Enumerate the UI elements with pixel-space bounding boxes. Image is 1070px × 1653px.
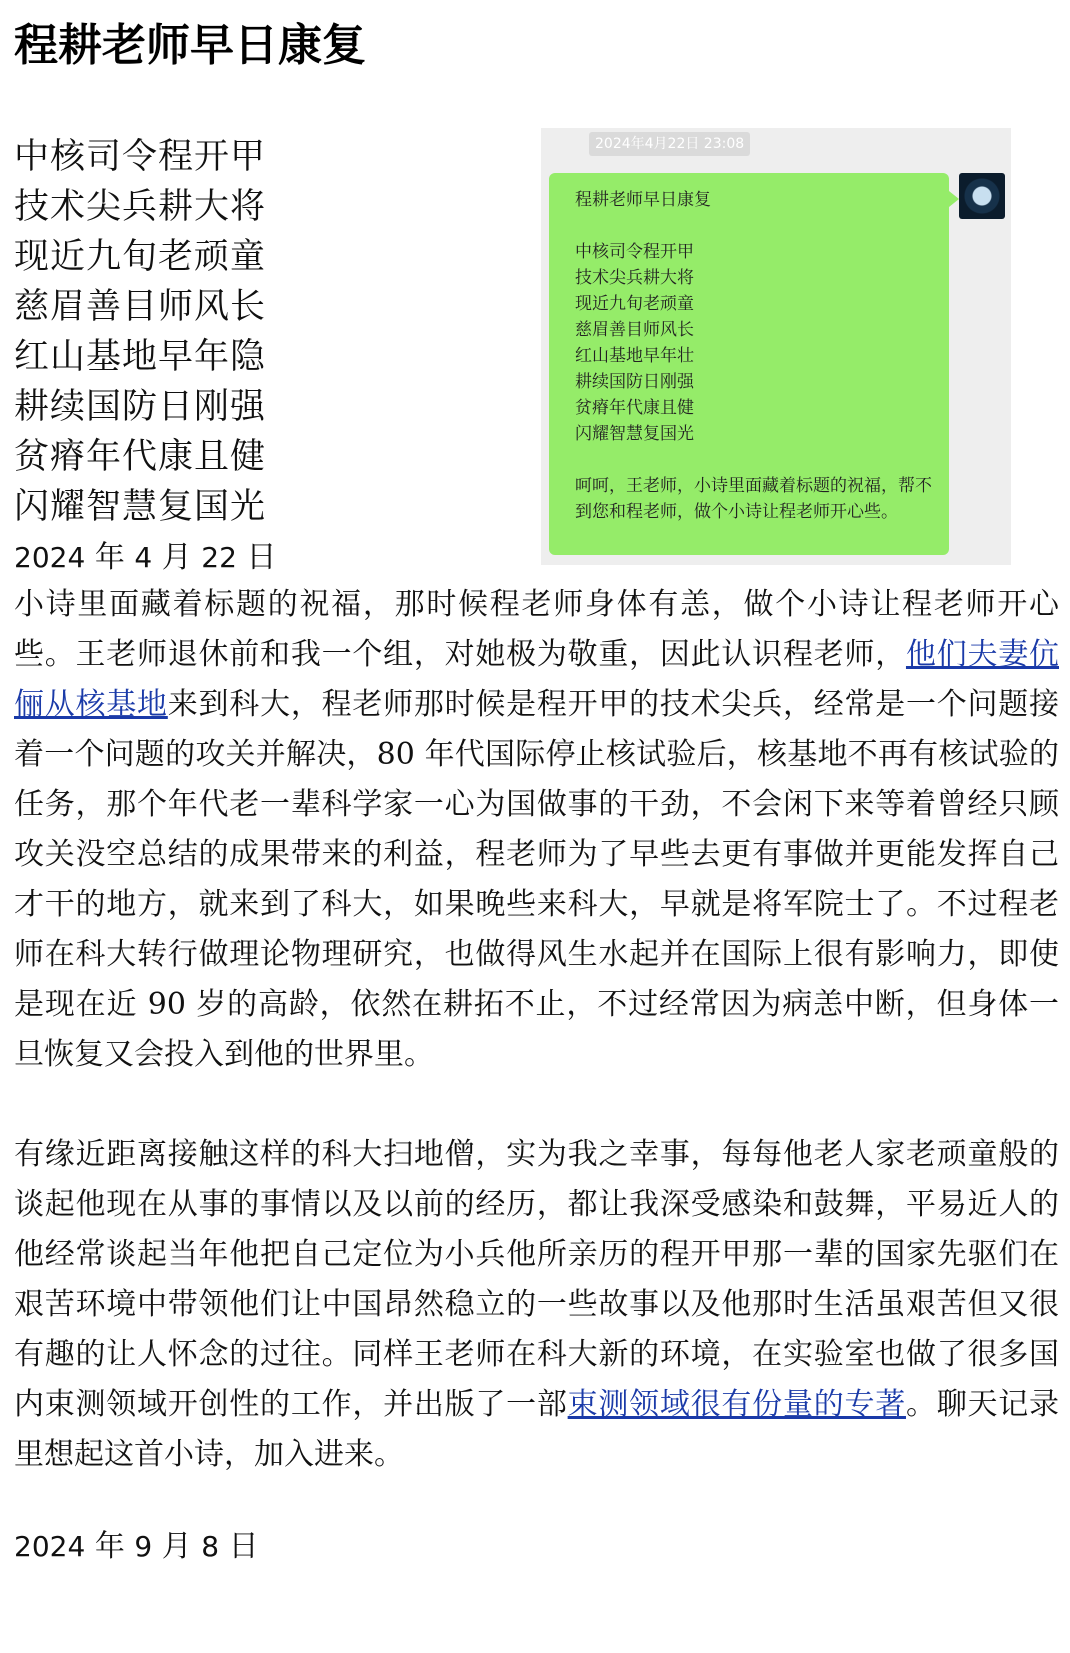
poem-line: 现近九旬老顽童 — [14, 237, 267, 277]
poem-line: 贫瘠年代康且健 — [14, 437, 267, 477]
core-base-link[interactable]: 他们夫妻伉俪从核基地 — [14, 637, 1059, 722]
paragraph-2: 有缘近距离接触这样的科大扫地僧，实为我之幸事，每每他老人家老顽童般的谈起他现在从事的事情以及以前的经历，都让我深受感染和鼓舞，平易近人的他经常谈起当年他把自己定位为小兵他所亲历的程开甲那一辈的国家先驱们在艰苦环境中带领他们让中国昂然稳立的一些故事以及他那时生活虽艰苦但又很有趣的让人怀念的过往。同样王老师在科大新的环境，在实验室也做了很多国内束测领域开创性的工作，并出版了一部束测领域很有份量的专著。聊天记录里想起这首小诗，加入进来。 — [14, 1137, 1060, 1472]
poem-line: 耕续国防日刚强 — [14, 387, 267, 427]
chat-poem-line: 耕续国防日刚强 — [575, 372, 694, 392]
chat-poem-line: 慈眉善目师风长 — [575, 320, 694, 340]
chat-poem-line: 中核司令程开甲 — [575, 242, 694, 262]
poem-line: 闪耀智慧复国光 — [14, 487, 267, 527]
poem-line: 技术尖兵耕大将 — [14, 187, 267, 227]
chat-poem-line: 闪耀智慧复国光 — [575, 424, 694, 444]
chat-bubble — [549, 173, 949, 555]
chat-poem-line: 贫瘠年代康且健 — [575, 398, 694, 418]
chat-title: 程耕老师早日康复 — [575, 190, 711, 210]
chat-note: 呵呵，王老师，小诗里面藏着标题的祝福，帮不到您和程老师，做个小诗让程老师开心些。 — [575, 476, 932, 522]
poem-line: 慈眉善目师风长 — [14, 287, 267, 327]
poem — [14, 132, 314, 532]
page-title: 程耕老师早日康复 — [14, 20, 366, 71]
poem-date: 2024 年 4 月 22 日 — [14, 540, 277, 575]
chat-poem-line: 现近九旬老顽童 — [575, 294, 694, 314]
chat-timestamp: 2024年4月22日 23:08 — [589, 132, 750, 156]
chat-screenshot — [541, 128, 1011, 565]
chat-poem-line: 红山基地早年壮 — [575, 346, 694, 366]
poem-line: 中核司令程开甲 — [14, 137, 267, 177]
article-date: 2024 年 9 月 8 日 — [14, 1529, 259, 1564]
monograph-link[interactable]: 束测领域很有份量的专著 — [567, 1387, 906, 1422]
poem-line: 红山基地早年隐 — [14, 337, 267, 377]
paragraph-1: 小诗里面藏着标题的祝福，那时候程老师身体有恙，做个小诗让程老师开心些。王老师退休前和我一个组，对她极为敬重，因此认识程老师，他们夫妻伉俪从核基地来到科大，程老师那时候是程开甲的技术尖兵，经常是一个问题接着一个问题的攻关并解决，80 年代国际停止核试验后，核基地不再有核试验的任务，那个年代老一辈科学家一心为国做事的干劲，不会闲下来等着曾经只顾攻关没空总结的成果带来的利益，程老师为了早些去更有事做并更能发挥自己才干的地方，就来到了科大，如果晚些来科大，早就是将军院士了。不过程老师在科大转行做理论物理研究，也做得风生水起并在国际上很有影响力，即使是现在近 90 岁的高龄，依然在耕拓不止，不过经常因为病恙中断，但身体一旦恢复又会投入到他的世界里。 — [14, 587, 1060, 1072]
chat-poem-line: 技术尖兵耕大将 — [575, 268, 694, 288]
avatar — [959, 173, 1005, 219]
